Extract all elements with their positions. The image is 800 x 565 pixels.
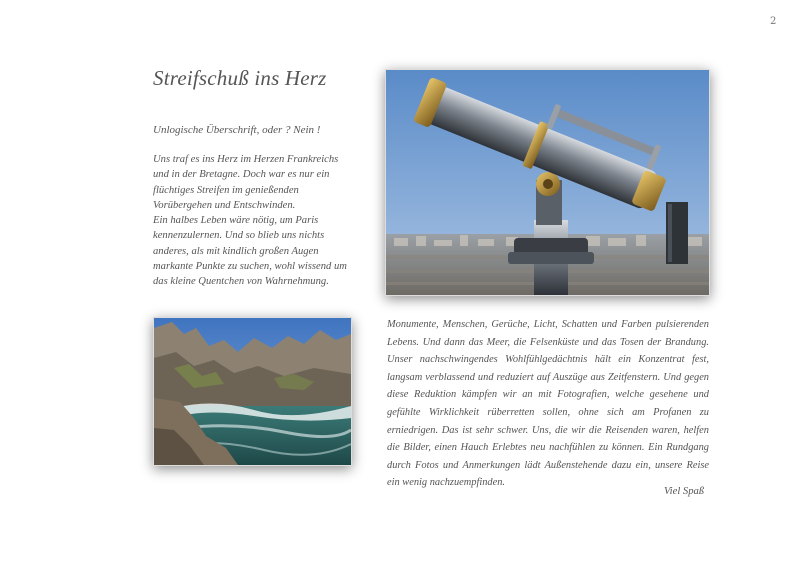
coast-photo — [153, 317, 352, 466]
telescope-photo — [385, 69, 710, 296]
page-subtitle: Unlogische Überschrift, oder ? Nein ! — [153, 124, 321, 136]
page-number: 2 — [770, 16, 777, 27]
intro-paragraph-1: Uns traf es ins Herz im Herzen Frankreichs und in der Bretagne. Doch war es nur ein flüchtiges Streifen im genießenden Vorübergehen und Entschwinden. — [153, 154, 339, 211]
intro-paragraph-2: Ein halbes Leben wäre nötig, um Paris kennenzulernen. Und so blieb uns nichts anderes, als mit kindlich großen Augen markante Punkte zu suchen, wohl wissend um das kleine Quentchen von Wahrnehmung. — [153, 215, 347, 288]
intro-text — [153, 152, 351, 290]
main-text: Monumente, Menschen, Gerüche, Licht, Schatten und Farben pulsierenden Lebens. Und dann das Meer, die Felsenküste und das Tosen der Brandung. Unser nachschwingendes Wohlfühlgedächtnis hält ein Konzentrat fest, langsam verblassend und reduziert auf Auszüge aus Zeitfenstern. Und gegen diese Reduktion kämpfen wir an mit Fotografien, welche gesehene und gefühlte Wirklichkeit rüberretten sollen, ohne sich am Profanen zu erniedrigen. Das ist sehr schwer. Uns, die wir die Reisenden waren, helfen die Bilder, einen Hauch Erlebtes neu nachfühlen zu können. Ein Rundgang durch Fotos und Anmerkungen lädt Außenstehende dazu ein, unsere Reise ein wenig nachzuempfinden. — [387, 319, 709, 489]
page-title: Streifschuß ins Herz — [153, 66, 327, 90]
signature: Viel Spaß — [664, 486, 705, 497]
